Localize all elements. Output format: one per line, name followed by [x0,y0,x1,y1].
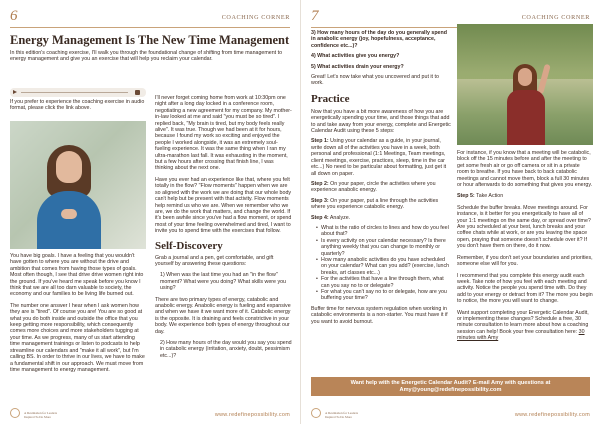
self-discovery-heading: Self-Discovery [155,239,223,252]
step-5 [457,193,593,199]
step-1 [311,138,451,176]
question-1: 1) When was the last time you had an "in the flow" moment? What were you doing? What skills were you using? [160,272,287,292]
body-paragraph [457,310,593,342]
page-number: 6 [10,8,18,24]
body-paragraph: You have big goals. I have a feeling that you wouldn't have gotten to where you are without the drive and ambition that comes from having those types of goals. Most often though, I see that drive drive women right into the ground. If you've heard me speak before you know I think that we are all too darn valuable to society, the economy and our families to be living life burned out. [10,253,144,298]
step-label: Step 4: [311,214,329,221]
consult-text: Want support completing your Energetic Calendar Audit, or implementing these changes? Schedule a free, 30 minute consultation to learn more about how a coaching session can help! Book your free consultation here: [457,309,589,335]
intro-paragraph: In this edition's coaching exercise, I'll walk you through the foundational change of shifting from time management to energy management and give you an exercise that will help you reclaim your calendar. [10,50,283,63]
photo-dress [507,90,545,145]
email-banner[interactable] [311,377,590,396]
page-header [10,6,290,28]
body-paragraph: Schedule the buffer breaks. Move meetings around. For instance, is it better for you energetically to have all of your 1:1 meetings on the same day, or spread over time? Are you scheduled at your best, lunch breaks and your coffee chats while at work, or are you leaving the space open, praying that someone doesn't schedule over it? If you don't have them on there, do it now. [457,204,591,250]
audio-player[interactable] [10,88,146,97]
footer-tagline [24,411,57,419]
footer-url-link[interactable]: www.redefinepossibility.com [214,412,290,418]
step-text: Using your calendar as a guide, in your journal, write down all of the activities you have in a week, both personal and professional (1:1 Meetings, Team meetings, client meetings, exercise, practices, sleep, time in the car etc...) No need to be particular about formatting, just get it all down on paper. [311,138,447,177]
play-icon[interactable] [13,90,17,94]
section-label: COACHING CORNER [221,14,290,21]
practice-intro: Now that you have a bit more awareness of how you are energetically spending your time, and those things that add to and take away from your energy, complete and Energetic Calendar Audit using these 5 steps: [311,108,451,135]
step-label: Step 3: [311,197,329,204]
step-text: Analyze. [328,214,351,221]
page-number: 7 [311,8,319,24]
body-paragraph: Remember, if you don't set your boundaries and priorities, someone else will for you. [457,254,593,268]
list-item: • For what you can't say no to or delegate, how are you buffering your time? [316,289,451,302]
footer-tagline [325,411,358,419]
left-column-body [311,30,451,329]
body-paragraph: Have you ever had an experience like that, where you felt totally in the flow? "Flow moments" happen when we are so aligned with the work we are doing that our whole body can't help but be present with that activity. Flow moments help remind us who we are. When we remember who we are, we do the work that matters, and change the world. If it's been awhile since you've had a flow moment, or spend most of your time feeling overwhelmed and tired, I want to invite you to spend time with the exercises that follow. [155,176,292,235]
step-4 [311,215,451,221]
consultation-link[interactable]: 30 minutes with Amy [457,328,585,342]
step-3 [311,198,451,211]
audio-progress-bar[interactable] [21,92,128,93]
banner-email-link[interactable]: Amy@young@redefinepossibility.com [399,386,502,393]
right-column-body [155,95,293,364]
coach-photo [457,24,593,145]
body-paragraph: For instance, if you know that a meeting will be catabolic, block off the 15 minutes before and after the meeting to get some fresh air or go off camera or sit in a private room to breathe. If you have back to back catabolic meetings and cannot move them, block a full 30 minutes or hour afterwards to do something that gives you energy. [457,150,593,189]
question-5: 5) What activities drain your energy? [311,63,404,70]
footer-tagline-line: Inspired To Do More [24,415,51,419]
body-paragraph: The number one answer I hear when I ask women how they are is "tired". Of course you are! You are so good at what you do both inside and outside the office that you keep getting more responsibility, which consequently comes more choices and more stakeholders tugging at your time. As we progress, many of us start attending time management trainings or listen to podcasts to help streamline our calendars and "make it all work", but I'm calling BS. In order to thrive in our lives, we have to make a fundamental shift in our approach. We must move from time management to energy management. [10,302,145,373]
step-label: Step 1: [311,138,329,145]
list-item: • What is the ratio of circles to lines and how do you feel about that? [316,225,451,238]
list-item: • Is every activity on your calendar necessary? Is there anything weekly that you can change to monthly or quarterly? [316,238,451,257]
footer-tagline-line: A Destination for Leaders [24,411,58,415]
photo-body [37,191,101,249]
volume-icon[interactable] [135,90,140,95]
brand-logo-icon [311,408,321,418]
practice-heading: Practice [311,92,350,105]
page-footer [10,402,290,424]
banner-line: Want help with the Energetic Calendar Audit? E-mail Amy with questions at [350,379,551,386]
body-paragraph: I'll never forget coming home from work at 10:30pm one night after a long day locked in a conference room, negotiating a new agreement for my company. My mother-in-law looked at me and said "you must be so tired". I replied back, "My brain is tired, but my body feels really alive". It was true. Though we had been at it for hours, because I found my work so exciting and enjoyed the people I worked alongside, it was an extremely soul-fueling experience. It was the same thing when I ran my ultra-marathon last fall. It was exhausting in the moment, but a few hours after crossing that finish line, I was thinking about the next one. [155,95,292,172]
buffer-paragraph: Buffer time for nervous system regulation when working in catabolic environments is a non-starter. You must have it if you want to avoid burnout. [311,305,448,325]
section-label: COACHING CORNER [521,14,590,21]
step-2 [311,181,451,194]
step-text: Take Action [474,193,504,200]
brand-logo-icon [10,408,20,418]
step-text: On your paper, put a line through the activities where you experience catabolic energy. [311,197,439,211]
self-discovery-intro: Grab a journal and a pen, get comfortable, and gift yourself by answering these questions: [155,254,274,267]
coach-photo [10,121,146,249]
banner-text [311,377,590,394]
footer-url-link[interactable]: www.redefinepossibility.com [514,412,590,418]
right-page [300,0,600,424]
left-column-body [10,253,146,378]
page-footer [311,402,590,424]
step-text: On your paper, circle the activities where you experience anabolic energy. [311,180,436,194]
photo-face [56,151,82,183]
question-3: 3) How many hours of the day do you generally spend in anabolic energy (joy, hopefulness, acceptance, confidence etc...)? [311,30,447,49]
list-item: • For the activities that have a line through them, what can you say no to or delegate? [316,276,451,289]
step-label: Step 5: [457,193,475,200]
photo-hands [61,209,77,219]
audio-note: If you prefer to experience the coaching exercise in audio format, please click the link above. [10,99,145,112]
footer-tagline-line: A Destination for Leaders [325,411,359,415]
step-label: Step 2: [311,180,329,187]
analyze-list [311,225,451,302]
energy-types-paragraph: There are two primary types of energy, catabolic and anabolic energy. Anabolic energy is fueling and expansive and when we have it we want more of it. Catabolic energy is the opposite. It is draining and feels constrictive in your body. We experience both types of energy throughout our day. [155,296,291,335]
list-item: • How many anabolic activities do you have scheduled on your calendar? What can you add? (exercise, lunch breaks, art classes etc...) [316,257,451,276]
footer-tagline-line: Inspired To Do More [325,415,352,419]
article-title: Energy Management Is The New Time Management [10,33,290,47]
question-2: 2) How many hours of the day would you say you spend in catabolic energy (irritation, anxiety, doubt, pessimism etc...)? [160,340,292,359]
body-paragraph: I recommend that you complete this energy audit each week. Take note of how you feel with each meeting and activity. Notice the people you spend time with. Do they add to your energy or detract from it? The more you begin to notice, the more you will want to change. [457,272,593,305]
right-column-body [457,150,593,347]
photo-face [518,68,532,86]
question-4: 4) What activities give you energy? [311,53,400,60]
great-paragraph: Great! Let's now take what you uncovered and put it to work. [311,74,439,87]
